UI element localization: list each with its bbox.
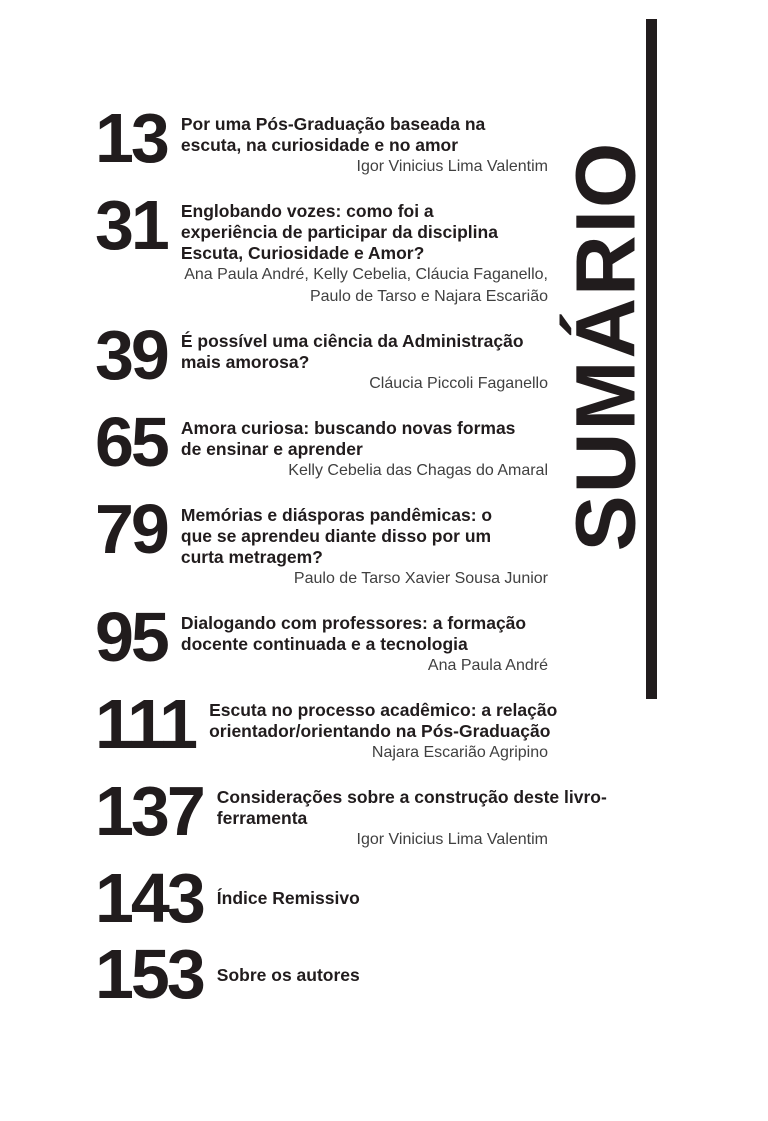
toc-entry-title-line: Escuta no processo acadêmico: a relação <box>209 700 558 720</box>
page-title: SUMÁRIO <box>558 140 653 552</box>
toc-entry-title-line: Dialogando com professores: a formação <box>180 613 527 633</box>
toc-entry-title-line: Memórias e diásporas pandêmicas: o <box>180 505 493 525</box>
toc-page-number: 95 <box>95 598 167 676</box>
toc-entry <box>95 403 560 482</box>
toc-entry-author: Kelly Cebelia das Chagas do Amaral <box>288 462 548 479</box>
toc-entry-content <box>181 414 560 482</box>
toc-page-number: 65 <box>95 403 167 481</box>
toc-entry-title-line: Índice Remissivo <box>216 888 360 909</box>
toc-entry <box>95 859 560 937</box>
toc-entry-author: Igor Vinicius Lima Valentim <box>356 831 548 848</box>
toc-entry-title-line: Por uma Pós-Graduação baseada na <box>180 114 486 134</box>
toc-entry <box>95 935 560 1014</box>
toc-entry <box>95 316 560 395</box>
toc-entry-author: Igor Vinicius Lima Valentim <box>356 158 548 175</box>
toc-entry-title-line: de ensinar e aprender <box>180 439 363 459</box>
toc-entry-title-line: É possível uma ciência da Administração <box>180 331 524 351</box>
toc-entry-author: Paulo de Tarso Xavier Sousa Junior <box>293 570 548 587</box>
toc-entry-content <box>181 110 560 178</box>
toc-entry-title-line: curta metragem? <box>180 547 323 567</box>
toc-entry-author: Paulo de Tarso e Najara Escarião <box>309 288 548 305</box>
toc-entry <box>95 490 560 590</box>
toc-entry-content <box>181 327 560 395</box>
toc-entry-author: Ana Paula André <box>427 657 548 674</box>
toc-page-number: 79 <box>95 490 167 568</box>
toc-entry-title-line: docente continuada e a tecnologia <box>180 634 468 654</box>
toc-entry-content <box>181 501 560 590</box>
toc-entry-author: Cláucia Piccoli Faganello <box>369 375 548 392</box>
toc-entry-content <box>181 197 560 308</box>
toc-entry-title-line: ferramenta <box>216 808 308 828</box>
toc-entry <box>95 598 560 677</box>
toc-page-number: 39 <box>95 316 167 394</box>
toc-entry-content <box>216 783 607 851</box>
toc-entry-content <box>209 696 560 764</box>
toc-entry-title-line: Amora curiosa: buscando novas formas <box>180 418 516 438</box>
toc-entry-title-line: Considerações sobre a construção deste livro- <box>216 787 607 807</box>
toc-entry-content <box>217 888 560 909</box>
toc-page-number: 153 <box>95 935 203 1014</box>
toc-entry-author: Ana Paula André, Kelly Cebelia, Cláucia Faganello, <box>184 266 548 283</box>
toc-entry <box>95 685 560 764</box>
toc-entry-content <box>181 609 560 677</box>
toc-entry-title-line: que se aprendeu diante disso por um <box>180 526 492 546</box>
toc-entry <box>95 186 560 308</box>
toc-page-number: 111 <box>95 685 196 763</box>
toc-page-number: 143 <box>95 859 203 937</box>
toc-entry-title-line: Sobre os autores <box>216 964 360 985</box>
toc-entry <box>95 772 607 851</box>
toc-entry-title-line: orientador/orientando na Pós-Graduação <box>209 721 551 741</box>
toc-entry-title-line: Escuta, Curiosidade e Amor? <box>180 243 425 263</box>
toc-page-number: 137 <box>95 772 203 850</box>
toc-entry <box>95 99 560 178</box>
toc-entry-content <box>217 965 560 986</box>
toc-entry-title-line: experiência de participar da disciplina <box>180 222 498 242</box>
toc-page-number: 13 <box>95 99 167 177</box>
toc-page-number: 31 <box>95 186 167 264</box>
toc-entry-title-line: Englobando vozes: como foi a <box>180 201 434 221</box>
toc-entry-author: Najara Escarião Agripino <box>371 744 548 761</box>
toc-entry-title-line: escuta, na curiosidade e no amor <box>180 135 459 155</box>
toc-entry-title-line: mais amorosa? <box>180 352 310 372</box>
